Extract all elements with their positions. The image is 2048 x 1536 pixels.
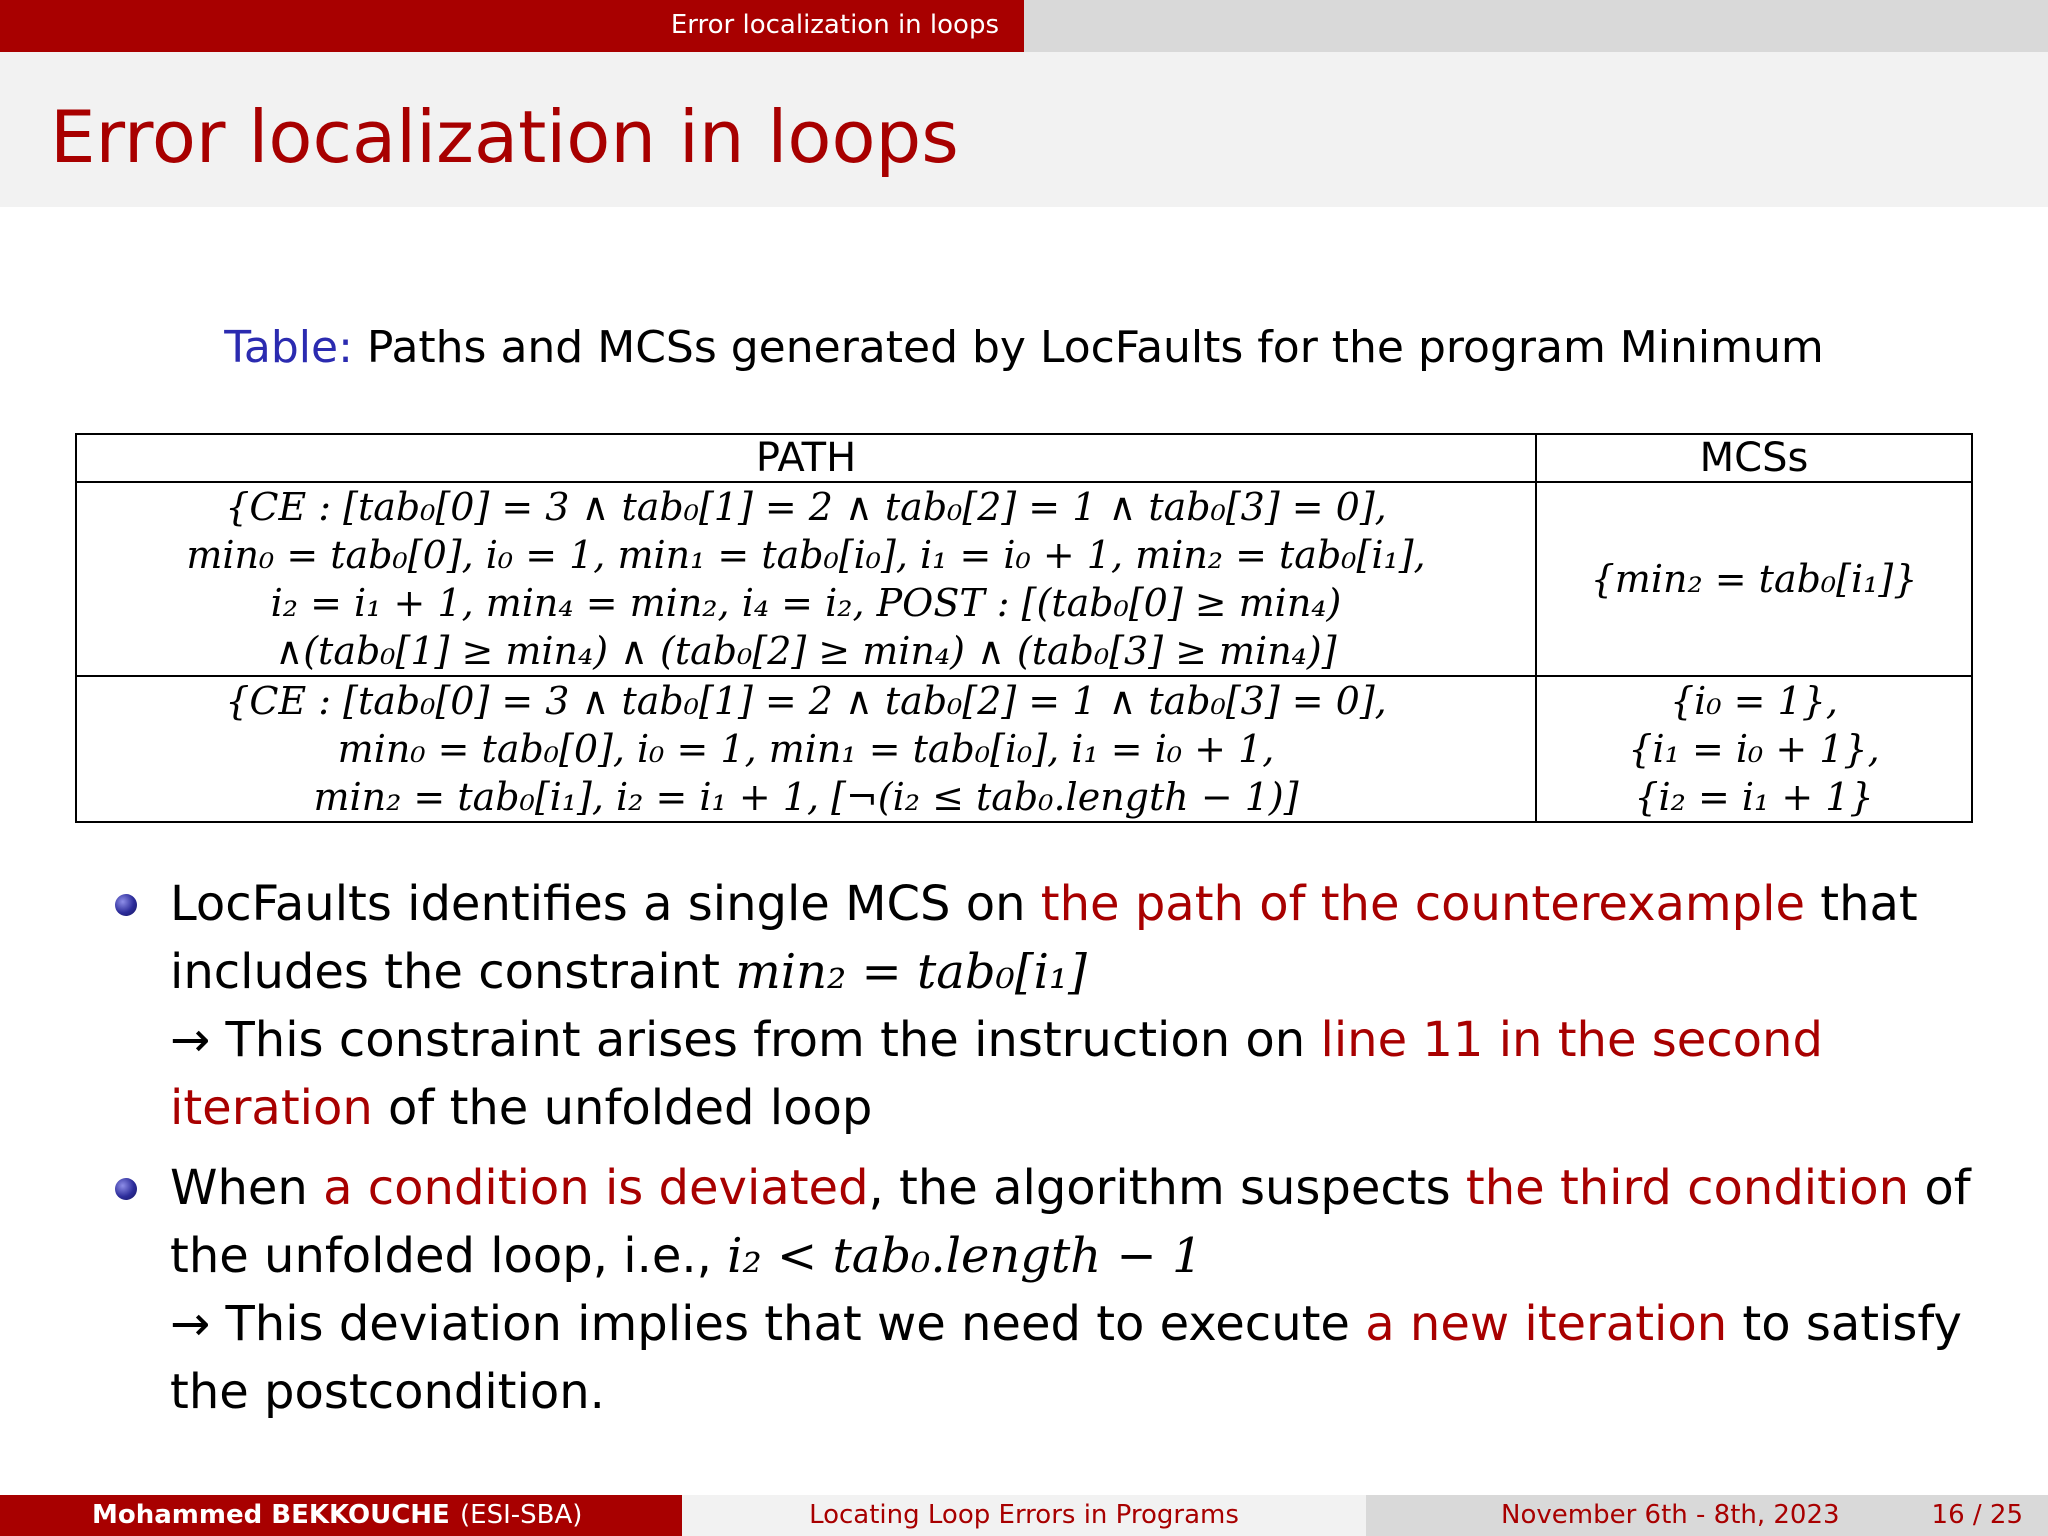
- top-navigation-bar: [0, 0, 2048, 52]
- frame-title-bar: [0, 52, 2048, 207]
- mcs-cell: [1536, 482, 1972, 676]
- bullet-text: → This deviation implies that we need to execute: [170, 1296, 1366, 1352]
- math-expression: min₂ = tab₀[i₁]: [735, 944, 1087, 1000]
- mcs-line: {i₂ = i₁ + 1}: [1634, 775, 1874, 819]
- bullet-text: to satisfy the postcondition.: [170, 1296, 1962, 1420]
- path-line: i₂ = i₁ + 1, min₄ = min₂, i₄ = i₂, POST : [(tab₀[0] ≥ min₄): [270, 581, 1342, 625]
- mcs-cell: [1536, 676, 1972, 822]
- path-line: min₀ = tab₀[0], i₀ = 1, min₁ = tab₀[i₀], i₁ = i₀ + 1,: [337, 727, 1275, 771]
- footer-author: Mohammed BEKKOUCHE: [92, 1500, 450, 1530]
- footer-talk-title: Locating Loop Errors in Programs: [682, 1495, 1366, 1536]
- column-header-mcss: MCSs: [1536, 434, 1972, 482]
- bullet-text: of the unfolded loop, i.e.,: [170, 1160, 1971, 1284]
- mcs-line: {i₁ = i₀ + 1},: [1628, 727, 1880, 771]
- bullet-text: LocFaults identifies a single MCS on: [170, 876, 1041, 932]
- bullet-list: [115, 870, 1995, 1438]
- bullet-text: When: [170, 1160, 324, 1216]
- highlight-text: the path of the counterexample: [1040, 876, 1805, 932]
- footer-author-box: [0, 1495, 682, 1536]
- table-row: [76, 676, 1972, 822]
- section-indicator[interactable]: Error localization in loops: [0, 0, 1024, 52]
- bullet-item: [115, 1154, 1995, 1426]
- table-caption-text: Paths and MCSs generated by LocFaults for the program Minimum: [366, 322, 1824, 373]
- page-number: 16 / 25: [1931, 1500, 2023, 1530]
- table-caption: [0, 322, 2048, 373]
- path-line: min₂ = tab₀[i₁], i₂ = i₁ + 1, [¬(i₂ ≤ tab₀.length − 1)]: [313, 775, 1299, 819]
- math-expression: i₂ < tab₀.length − 1: [727, 1228, 1203, 1284]
- highlight-text: line 11 in the second iteration: [170, 1012, 1823, 1136]
- footer-date-box: [1366, 1495, 2048, 1536]
- table-row: [76, 482, 1972, 676]
- mcs-line: {min₂ = tab₀[i₁]}: [1590, 557, 1918, 601]
- path-line: {CE : [tab₀[0] = 3 ∧ tab₀[1] = 2 ∧ tab₀[2] = 1 ∧ tab₀[3] = 0],: [225, 485, 1387, 529]
- bullet-item: [115, 870, 1995, 1142]
- footer-date: November 6th - 8th, 2023: [1501, 1500, 1840, 1530]
- bullet-text: → This constraint arises from the instruction on: [170, 1012, 1321, 1068]
- highlight-text: a new iteration: [1365, 1296, 1728, 1352]
- paths-mcs-table: [75, 433, 1973, 823]
- path-line: min₀ = tab₀[0], i₀ = 1, min₁ = tab₀[i₀], i₁ = i₀ + 1, min₂ = tab₀[i₁],: [186, 533, 1426, 577]
- table-caption-label: Table:: [224, 322, 353, 373]
- column-header-path: PATH: [76, 434, 1536, 482]
- table-header-row: [76, 434, 1972, 482]
- path-cell: [76, 482, 1536, 676]
- bullet-text: that includes the constraint: [170, 876, 1918, 1000]
- path-line: {CE : [tab₀[0] = 3 ∧ tab₀[1] = 2 ∧ tab₀[2] = 1 ∧ tab₀[3] = 0],: [225, 679, 1387, 723]
- path-line: ∧(tab₀[1] ≥ min₄) ∧ (tab₀[2] ≥ min₄) ∧ (tab₀[3] ≥ min₄)]: [275, 629, 1337, 673]
- bullet-text: , the algorithm suspects: [868, 1160, 1466, 1216]
- path-cell: [76, 676, 1536, 822]
- mcs-line: {i₀ = 1},: [1670, 679, 1838, 723]
- slide-title: Error localization in loops: [50, 95, 959, 179]
- bullet-text: of the unfolded loop: [372, 1080, 873, 1136]
- highlight-text: the third condition: [1465, 1160, 1910, 1216]
- highlight-text: a condition is deviated: [323, 1160, 869, 1216]
- footer-bar: [0, 1495, 2048, 1536]
- footer-institution: (ESI-SBA): [460, 1500, 583, 1530]
- bullet-ball-icon: [115, 1178, 137, 1200]
- bullet-ball-icon: [115, 894, 137, 916]
